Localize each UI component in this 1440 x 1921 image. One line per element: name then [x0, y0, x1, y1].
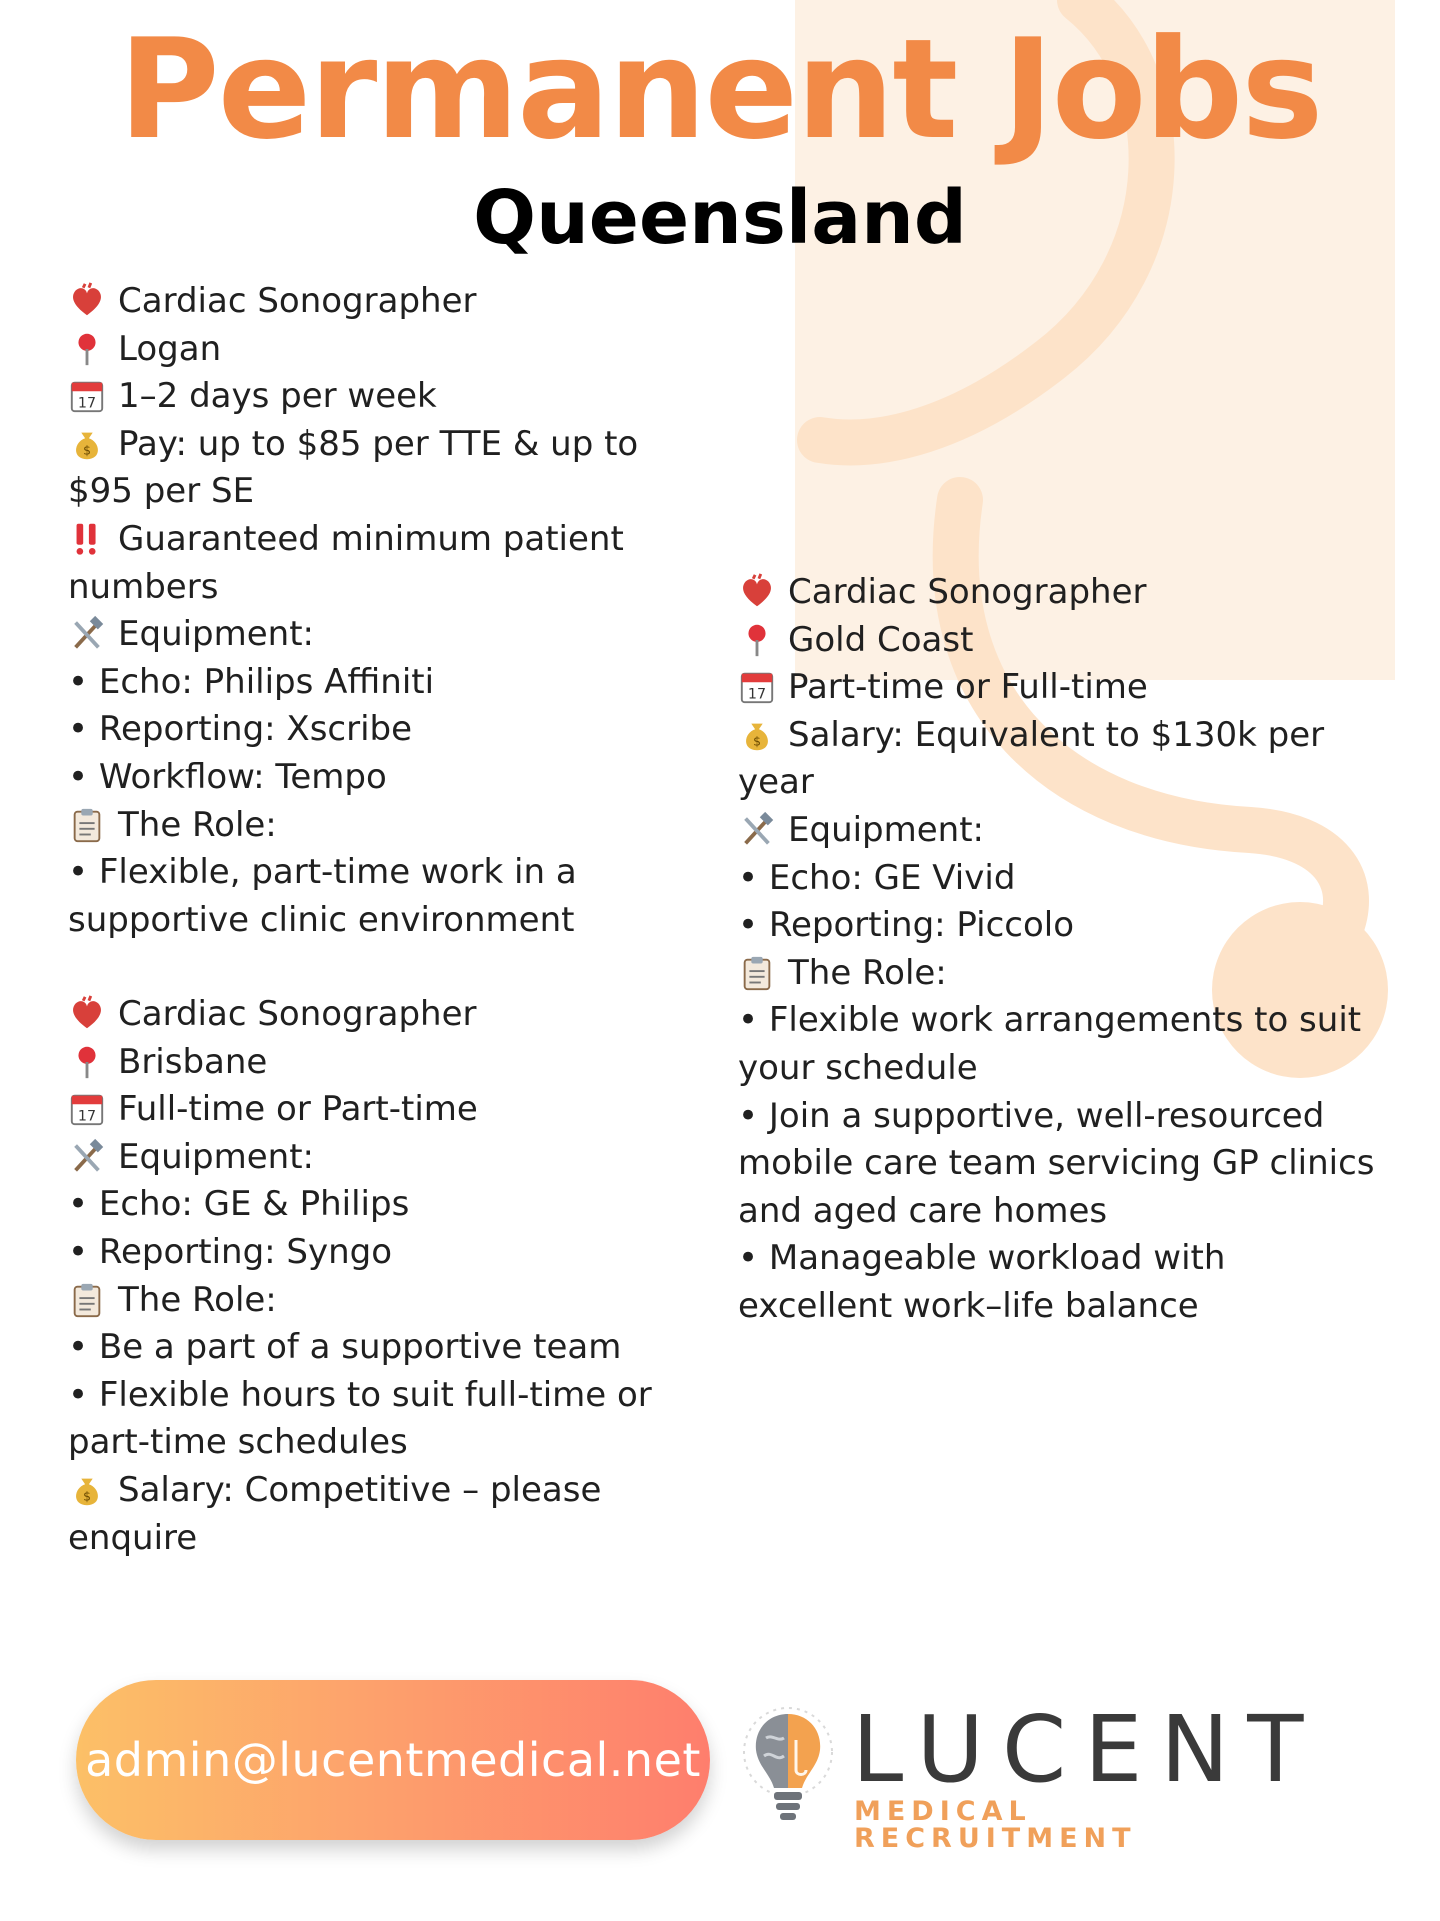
- email-text: admin@lucentmedical.net: [85, 1733, 701, 1787]
- svg-text:$: $: [83, 1489, 91, 1504]
- job-location: Gold Coast: [788, 619, 974, 660]
- job-role-point: mobile care team servicing GP clinics: [738, 1143, 1375, 1184]
- email-contact-button[interactable]: [76, 1680, 710, 1840]
- job-salary: Salary: Equivalent to $130k per: [788, 714, 1325, 755]
- pin-icon: [68, 330, 110, 364]
- job-role-point: supportive clinic environment: [68, 899, 575, 940]
- job-equipment-item: • Workflow: Tempo: [68, 756, 387, 797]
- job-equipment-item: • Echo: GE Vivid: [738, 857, 1016, 898]
- job-equipment-item: • Echo: GE & Philips: [68, 1184, 410, 1225]
- job-role-point: excellent work–life balance: [738, 1285, 1199, 1326]
- job-role-point: • Flexible hours to suit full-time or: [68, 1374, 652, 1415]
- job-equipment-label: Equipment:: [118, 614, 315, 655]
- job-role-point: your schedule: [738, 1047, 978, 1088]
- job-salary-cont: year: [738, 762, 814, 803]
- job-role-point: part-time schedules: [68, 1422, 408, 1463]
- page-subtitle: Queensland: [473, 175, 967, 261]
- job-salary: Salary: Competitive – please: [118, 1469, 602, 1510]
- job-role-point: • Be a part of a supportive team: [68, 1327, 622, 1368]
- money-bag-icon: [68, 1471, 110, 1505]
- double-exclamation-icon: [68, 520, 110, 554]
- job-role-label: The Role:: [118, 1279, 277, 1320]
- tools-icon: [738, 811, 780, 845]
- clipboard-icon: [68, 806, 110, 840]
- svg-text:17: 17: [747, 686, 767, 703]
- heart-icon: [68, 282, 110, 316]
- job-role-point: and aged care homes: [738, 1190, 1108, 1231]
- job-role-point: • Manageable workload with: [738, 1238, 1226, 1279]
- calendar-icon: [738, 668, 780, 702]
- job-logan: [68, 278, 708, 944]
- heart-icon: [68, 995, 110, 1029]
- job-guarantee-cont: numbers: [68, 566, 219, 607]
- pin-icon: [738, 621, 780, 655]
- job-role-point: • Flexible, part-time work in a: [68, 852, 577, 893]
- money-bag-icon: [738, 716, 780, 750]
- job-schedule: 1–2 days per week: [118, 376, 437, 417]
- job-role: Cardiac Sonographer: [118, 994, 477, 1034]
- brand-name: LUCENT: [852, 1696, 1322, 1803]
- svg-text:17: 17: [77, 1108, 97, 1125]
- brain-bulb-icon: [740, 1700, 835, 1830]
- job-role-label: The Role:: [788, 952, 947, 993]
- calendar-icon: [68, 1090, 110, 1124]
- job-equipment-item: • Reporting: Syngo: [68, 1231, 393, 1272]
- tools-icon: [68, 615, 110, 649]
- job-role-point: • Join a supportive, well-resourced: [738, 1095, 1325, 1136]
- job-role-label: The Role:: [118, 804, 277, 845]
- job-equipment-label: Equipment:: [118, 1136, 315, 1177]
- job-equipment-item: • Echo: Philips Affiniti: [68, 661, 435, 702]
- job-equipment-label: Equipment:: [788, 809, 985, 850]
- clipboard-icon: [738, 954, 780, 988]
- svg-text:17: 17: [77, 395, 97, 412]
- job-equipment-item: • Reporting: Xscribe: [68, 709, 413, 750]
- job-brisbane: [68, 991, 708, 1562]
- job-role: Cardiac Sonographer: [788, 572, 1147, 612]
- pin-icon: [68, 1043, 110, 1077]
- job-pay-cont: $95 per SE: [68, 471, 255, 512]
- clipboard-icon: [68, 1281, 110, 1315]
- job-pay: Pay: up to $85 per TTE & up to: [118, 423, 639, 464]
- job-equipment-item: • Reporting: Piccolo: [738, 905, 1075, 946]
- job-location: Brisbane: [118, 1041, 268, 1082]
- tools-icon: [68, 1138, 110, 1172]
- job-location: Logan: [118, 328, 222, 369]
- calendar-icon: [68, 377, 110, 411]
- brand-tagline: MEDICAL RECRUITMENT: [854, 1796, 1137, 1854]
- job-guarantee: Guaranteed minimum patient: [118, 518, 624, 559]
- job-role: Cardiac Sonographer: [118, 281, 477, 321]
- heart-icon: [738, 573, 780, 607]
- job-schedule: Part-time or Full-time: [788, 667, 1148, 708]
- svg-text:$: $: [83, 443, 91, 458]
- job-gold-coast: [738, 569, 1418, 1331]
- page-title: Permanent Jobs: [118, 9, 1322, 170]
- job-role-point: • Flexible work arrangements to suit: [738, 1000, 1362, 1041]
- brand-logo: [740, 1696, 1322, 1854]
- money-bag-icon: [68, 425, 110, 459]
- svg-text:$: $: [753, 734, 761, 749]
- job-schedule: Full-time or Part-time: [118, 1089, 478, 1130]
- job-salary-cont: enquire: [68, 1517, 198, 1558]
